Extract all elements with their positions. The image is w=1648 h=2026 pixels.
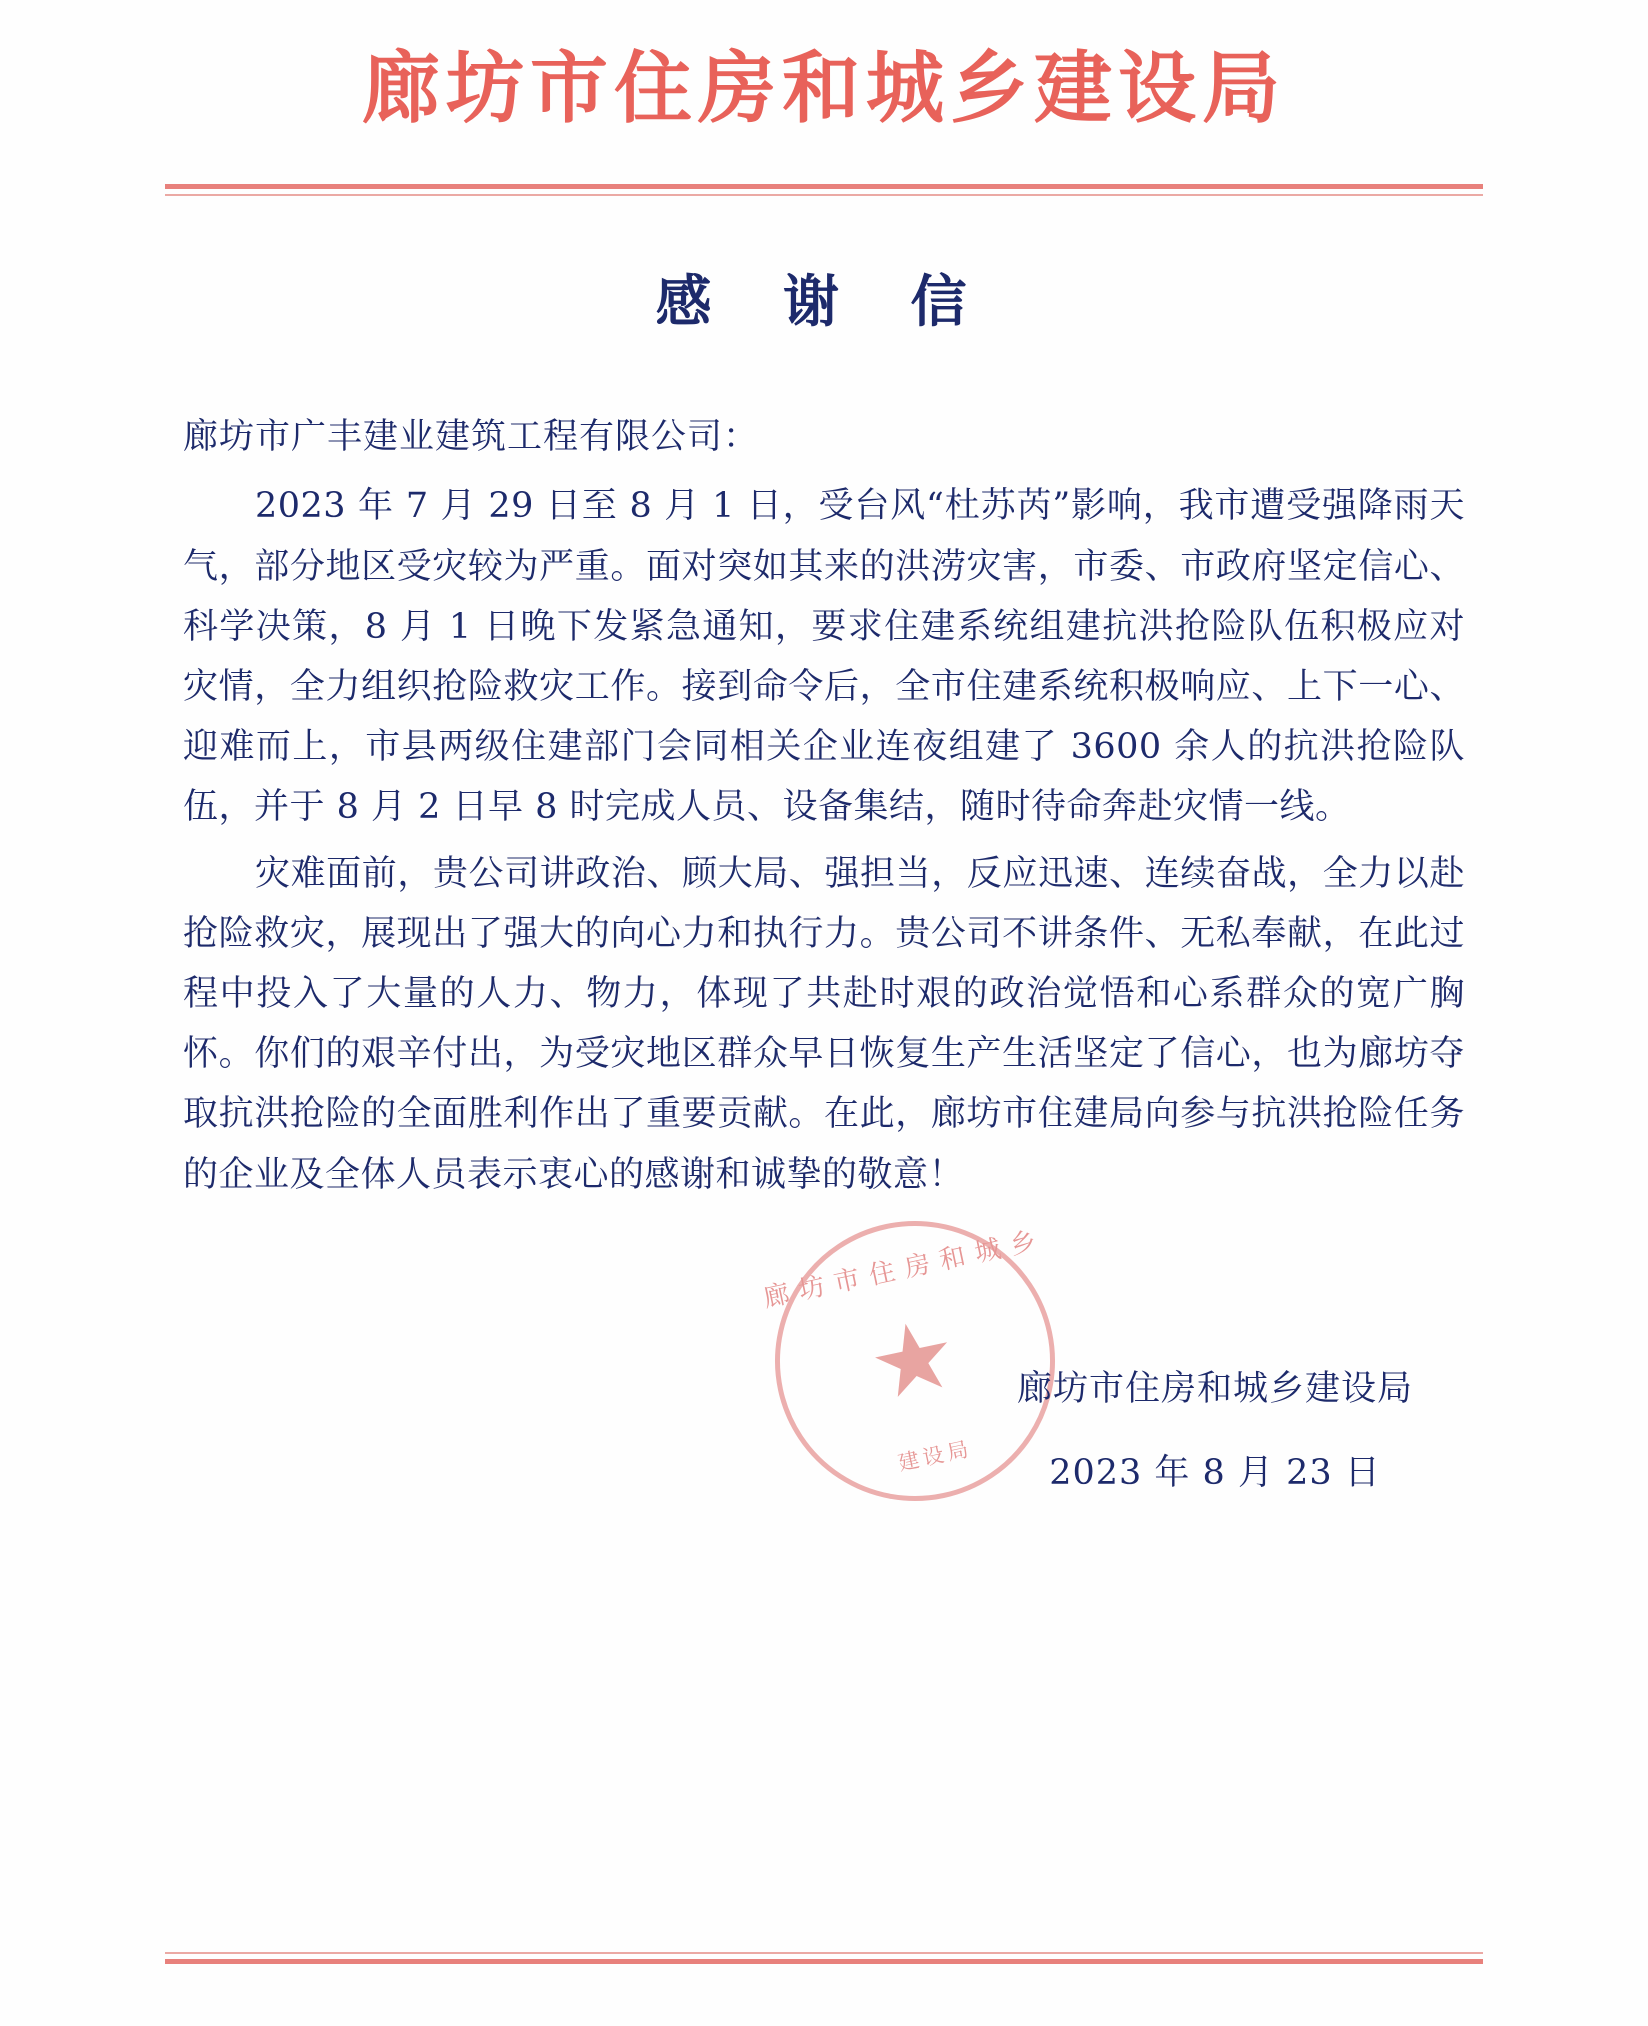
header-divider-thin-line — [165, 194, 1483, 196]
footer-divider — [165, 1952, 1483, 1964]
signature-lines — [1017, 1361, 1413, 1495]
body-paragraph: 灾难面前，贵公司讲政治、顾大局、强担当，反应迅速、连续奋战，全力以赴抢险救灾，展现出了强大的向心力和执行力。贵公司不讲条件、无私奉献，在此过程中投入了大量的人力、物力，体现了共赴时艰的政治觉悟和心系群众的宽广胸怀。你们的艰辛付出，为受灾地区群众早日恢复生产生活坚定了信心，也为廊坊夺取抗洪抢险的全面胜利作出了重要贡献。在此，廊坊市住建局向参与抗洪抢险任务的企业及全体人员表示衷心的感谢和诚挚的敬意！ — [183, 853, 1465, 1195]
letterhead — [155, 0, 1493, 134]
letter-body — [155, 412, 1493, 1205]
seal-arc-text: 廊坊市住房和城乡 — [760, 1224, 1049, 1314]
letterhead-organization-name: 廊坊市住房和城乡建设局 — [361, 43, 1286, 134]
page-title: 感 谢 信 — [655, 268, 993, 335]
seal-bottom-text: 建设局 — [895, 1436, 975, 1476]
star-icon: ★ — [859, 1294, 970, 1423]
signing-organization: 廊坊市住房和城乡建设局 — [1016, 1368, 1413, 1409]
header-divider — [165, 184, 1483, 196]
signing-date: 2023 年 8 月 23 日 — [1049, 1452, 1381, 1493]
signature-area — [155, 1224, 1493, 1541]
body-paragraph: 2023 年 7 月 29 日至 8 月 1 日，受台风“杜苏芮”影响，我市遭受强降雨天气，部分地区受灾较为严重。面对突如其来的洪涝灾害，市委、市政府坚定信心、科学决策，8 月 1 日晚下发紧急通知，要求住建系统组建抗洪抢险队伍积极应对灾情，全力组织抢险救灾工作。接到命令后，全市住建系统积极响应、上下一心、迎难而上，市县两级住建部门会同相关企业连夜组建了 3600 余人的抗洪抢险队伍，并于 8 月 2 日早 8 时完成人员、设备集结，随时待命奔赴灾情一线。 — [183, 486, 1465, 828]
salutation: 廊坊市广丰建业建筑工程有限公司： — [183, 416, 760, 457]
footer-divider-thick-line — [165, 1959, 1483, 1964]
